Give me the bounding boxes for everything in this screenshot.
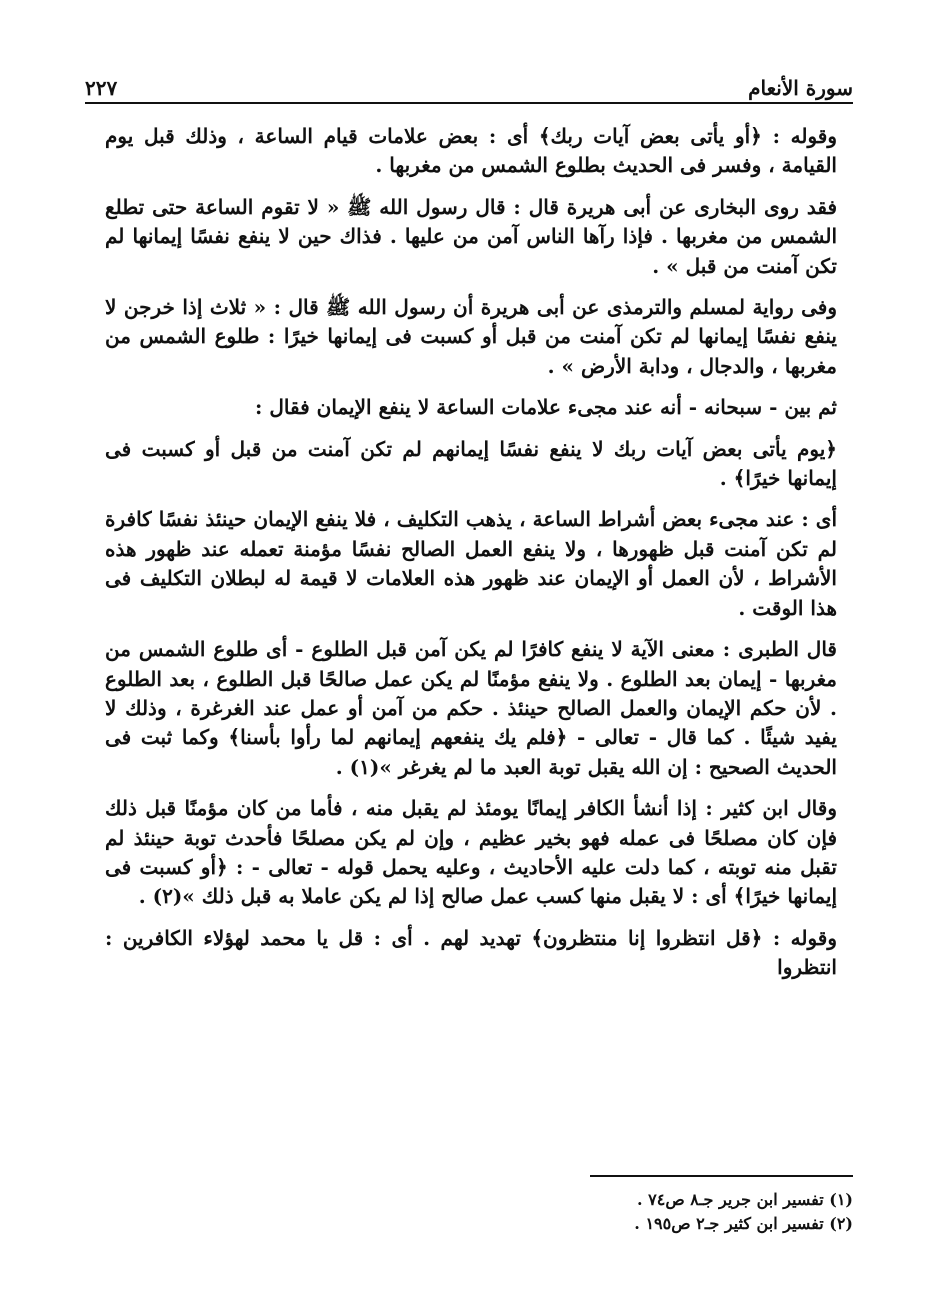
footnote: (٢) تفسير ابن كثير جـ٢ ص١٩٥ .: [634, 1214, 853, 1233]
paragraph: فقد روى البخارى عن أبى هريرة قال : قال رسول الله ﷺ « لا تقوم الساعة حتى تطلع الشمس من مغربها . فإذا رآها الناس آمن من عليها . فذاك حين لا ينفع نفسًا إيمانها لم تكن آمنت من قبل » .: [105, 194, 837, 278]
surah-title: سورة الأنعام: [748, 76, 853, 100]
page-header: [85, 62, 853, 100]
paragraph: وقوله : ﴿قل انتظروا إنا منتظرون﴾ تهديد لهم . أى : قل يا محمد لهؤلاء الكافرين : انتظروا: [105, 925, 837, 980]
header-divider: [85, 102, 853, 104]
paragraph: أى : عند مجىء بعض أشراط الساعة ، يذهب التكليف ، فلا ينفع الإيمان حينئذ نفسًا كافرة لم تكن آمنت قبل ظهورها ، ولا ينفع العمل الصالح نفسًا مؤمنة تعمله عند ظهور هذه الأشراط ، لأن العمل أو الإيمان عند ظهور هذه العلامات لا قيمة له لبطلان التكليف فى هذا الوقت .: [105, 507, 837, 620]
page-number: ٢٢٧: [85, 76, 118, 100]
paragraph: وقال ابن كثير : إذا أنشأ الكافر إيمانًا يومئذ لم يقبل منه ، فأما من كان مؤمنًا قبل ذلك فإن كان مصلحًا فى عمله فهو بخير عظيم ، وإن لم يكن مصلحًا فأحدث توبة حينئذ لم تقبل منه توبته ، كما دلت عليه الأحاديث ، وعليه يحمل قوله - تعالى - : ﴿أو كسبت فى إيمانها خيرًا﴾ أى : لا يقبل منها كسب عمل صالح إذا لم يكن عاملا به قبل ذلك »(٢) .: [105, 796, 837, 909]
paragraph: ثم بين - سبحانه - أنه عند مجىء علامات الساعة لا ينفع الإيمان فقال :: [255, 395, 837, 420]
paragraph: وفى رواية لمسلم والترمذى عن أبى هريرة أن رسول الله ﷺ قال : « ثلاث إذا خرجن لا ينفع نفسًا إيمانها لم تكن آمنت من قبل أو كسبت فى إيمانها خيرًا : طلوع الشمس من مغربها ، والدجال ، ودابة الأرض » .: [105, 295, 837, 378]
paragraph: قال الطبرى : معنى الآية لا ينفع كافرًا لم يكن آمن قبل الطلوع - أى طلوع الشمس من مغربها - إيمان بعد الطلوع . ولا ينفع مؤمنًا لم يكن عمل صالحًا قبل الطلوع ، بعد الطلوع . لأن حكم الإيمان والعمل الصالح حينئذ . حكم من آمن أو عمل عند الغرغرة ، وذلك لا يفيد شيئًا . كما قال - تعالى - ﴿فلم يك ينفعهم إيمانهم لما رأوا بأسنا﴾ وكما ثبت فى الحديث الصحيح : إن الله يقبل توبة العبد ما لم يغرغر »(١) .: [105, 637, 837, 779]
main-text: [105, 122, 837, 995]
footnotes: [500, 1188, 853, 1236]
quoted-verse: ﴿يوم يأتى بعض آيات ربك لا ينفع نفسًا إيمانهم لم تكن آمنت من قبل أو كسبت فى إيمانها خيرًا﴾ .: [105, 436, 837, 491]
footnote: (١) تفسير ابن جرير جـ٨ ص٧٤ .: [637, 1190, 853, 1209]
paragraph: وقوله : ﴿أو يأتى بعض آيات ربك﴾ أى : بعض علامات قيام الساعة ، وذلك قبل يوم القيامة ، وفسر فى الحديث بطلوع الشمس من مغربها .: [105, 124, 837, 178]
footnote-divider: [590, 1175, 853, 1177]
